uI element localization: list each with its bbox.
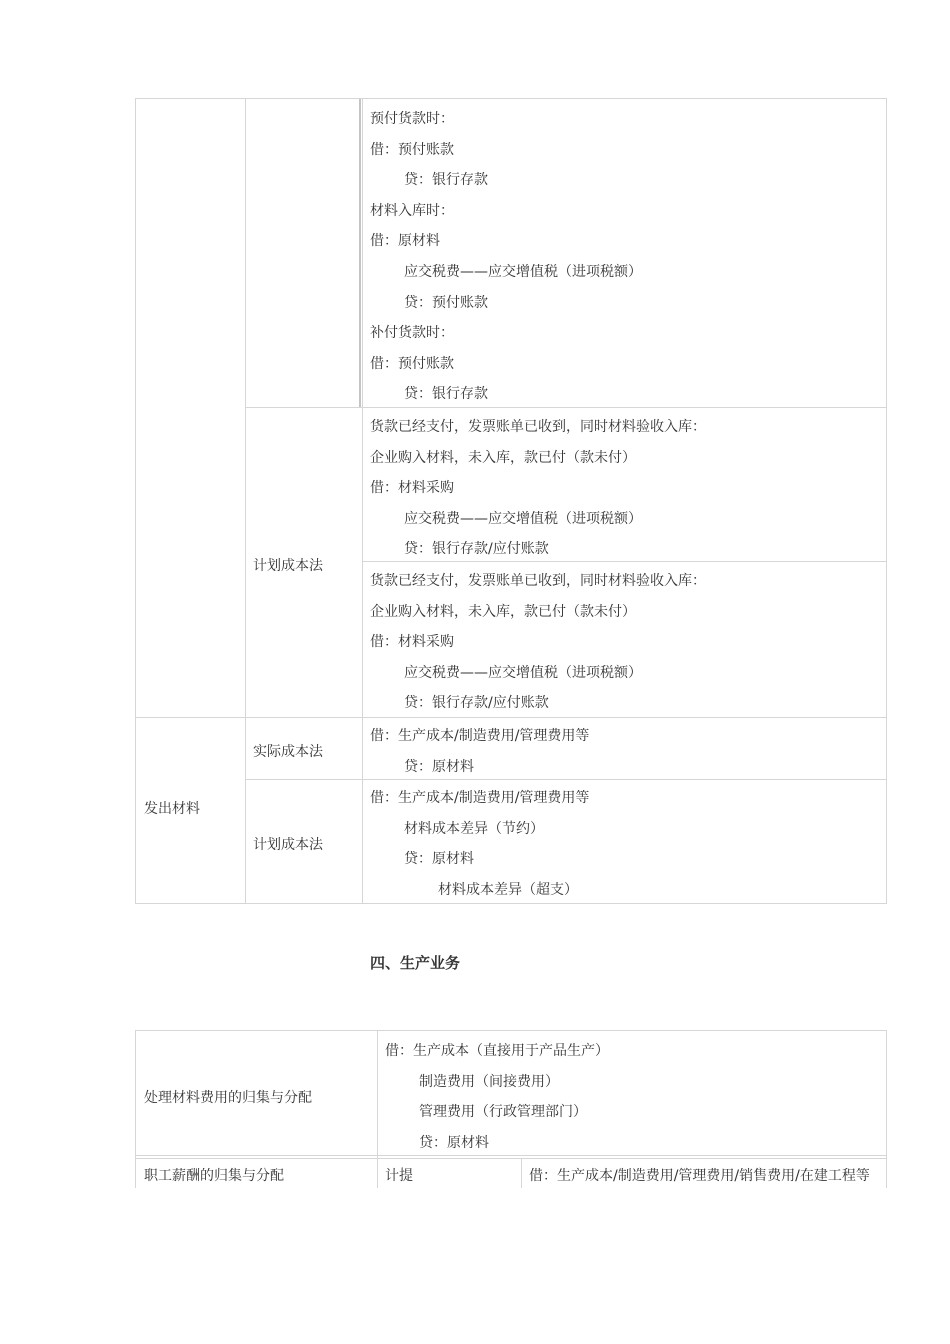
entry-line: 贷：银行存款 [404,386,488,403]
material-cost-allocation-label: 处理材料费用的归集与分配 [144,1090,312,1106]
entry-line: 贷：原材料 [404,758,474,775]
planned-entries-a [370,417,706,570]
entry-line: 企业购入材料，未入库，款已付（款未付） [370,449,636,466]
entry-line: 企业购入材料，未入库，款已付（款未付） [370,603,636,620]
entry-line: 材料成本差异（节约） [404,820,544,837]
col-divider-2 [362,99,363,904]
prepay-entries [370,109,642,415]
entry-line: 货款已经支付，发票账单已收到，同时材料验收入库： [370,573,706,589]
entry-line: 应交税费——应交增值税（进项税额） [404,263,642,280]
entry-line: 预付货款时： [370,111,454,127]
entry-line: 借：预付账款 [370,141,454,158]
entry-line: 管理费用（行政管理部门） [419,1104,587,1121]
entry-line: 借：生产成本（直接用于产品生产） [385,1043,609,1059]
entry-line: 贷：银行存款 [404,172,488,189]
actual-cost-entries [370,726,589,787]
journal-table-materials [135,98,887,904]
entry-line: 贷：银行存款/应付账款 [404,695,549,712]
entry-line: 材料成本差异（超支） [438,881,578,898]
entry-line: 贷：原材料 [419,1134,489,1151]
col-divider-2-double [359,99,361,407]
col-divider-1 [245,99,246,904]
material-cost-entries [385,1041,609,1163]
entry-line: 借：预付账款 [370,355,454,372]
actual-cost-method-label: 实际成本法 [253,744,323,760]
payroll-entry: 借：生产成本/制造费用/管理费用/销售费用/在建工程等 [529,1168,870,1184]
payroll-allocation-label: 职工薪酬的归集与分配 [144,1168,284,1184]
planned-cost-method-label-2: 计划成本法 [253,837,323,853]
entry-line: 贷：原材料 [404,851,474,868]
planned-issue-entries [370,788,589,910]
entry-line: 贷：银行存款/应付账款 [404,541,549,558]
entry-line: 借：生产成本/制造费用/管理费用等 [370,790,590,806]
entry-line: 应交税费——应交增值税（进项税额） [404,510,642,527]
journal-table-production [135,1030,887,1188]
entry-line: 材料入库时： [370,202,454,219]
entry-line: 制造费用（间接费用） [419,1073,559,1090]
t2-col-divider-1 [377,1031,378,1188]
entry-line: 货款已经支付，发票账单已收到，同时材料验收入库： [370,419,706,435]
entry-line: 借：原材料 [370,233,440,250]
accrual-label: 计提 [385,1168,413,1184]
entry-line: 借：生产成本/制造费用/管理费用等 [370,728,590,744]
planned-cost-method-label: 计划成本法 [253,558,323,574]
entry-line: 借：材料采购 [370,634,454,651]
section-heading: 四、生产业务 [370,954,461,972]
entry-line: 借：材料采购 [370,480,454,497]
entry-line: 补付货款时： [370,325,454,342]
entry-line: 应交税费——应交增值税（进项税额） [404,664,642,681]
planned-entries-b [370,571,706,724]
entry-line: 贷：预付账款 [404,294,488,311]
issue-materials-label: 发出材料 [144,801,200,817]
